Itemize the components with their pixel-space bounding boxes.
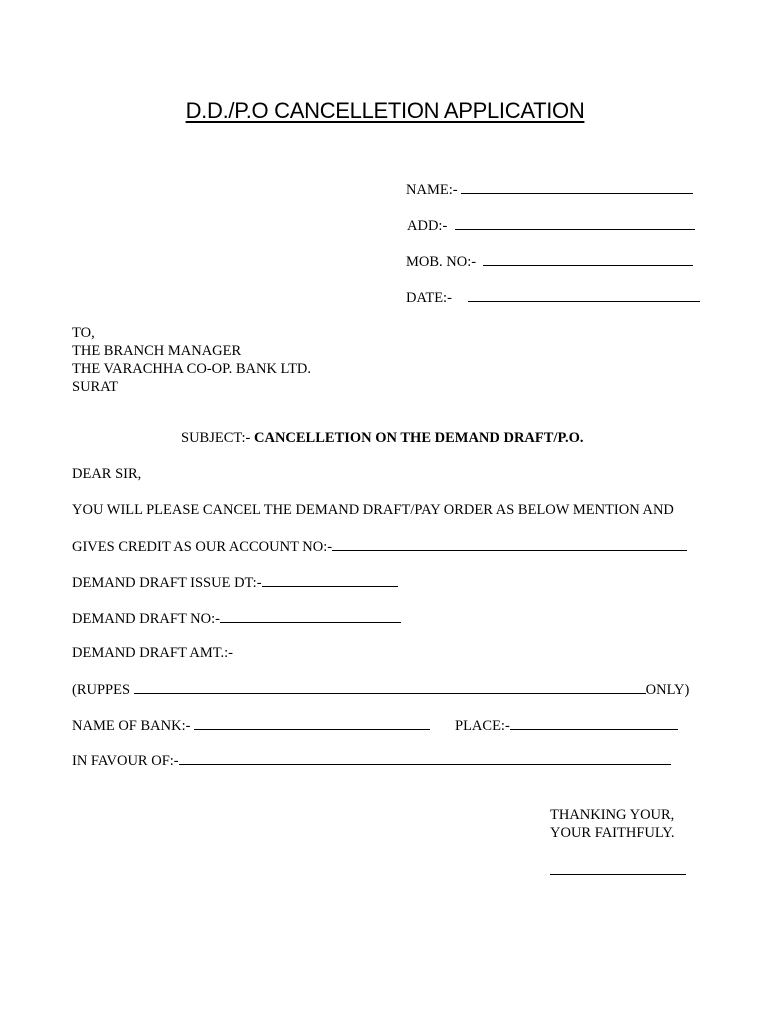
address-label: ADD:- — [407, 218, 448, 234]
account-label: GIVES CREDIT AS OUR ACCOUNT NO:- — [72, 539, 333, 555]
address-field — [407, 217, 695, 234]
rupees-field — [72, 681, 689, 698]
dd-number-blank[interactable] — [220, 610, 401, 623]
bank-label: NAME OF BANK:- — [72, 718, 191, 734]
account-blank[interactable] — [332, 538, 687, 551]
mobile-field — [406, 253, 693, 270]
issue-date-label: DEMAND DRAFT ISSUE DT:- — [72, 575, 262, 591]
name-label: NAME:- — [406, 182, 458, 198]
dd-number-label: DEMAND DRAFT NO:- — [72, 611, 220, 627]
place-label: PLACE:- — [455, 718, 510, 734]
favour-label: IN FAVOUR OF:- — [72, 753, 179, 769]
mobile-blank[interactable] — [483, 253, 693, 266]
account-field — [72, 538, 687, 555]
address-blank[interactable] — [455, 217, 695, 230]
date-label: DATE:- — [406, 290, 452, 306]
subject-text: CANCELLETION ON THE DEMAND DRAFT/P.O. — [254, 430, 584, 446]
dd-number-field — [72, 610, 401, 627]
recipient-address — [72, 324, 311, 396]
issue-date-field — [72, 574, 398, 591]
address-line: THE VARACHHA CO-OP. BANK LTD. — [72, 361, 312, 377]
address-line: THE BRANCH MANAGER — [72, 343, 242, 359]
name-blank[interactable] — [461, 181, 693, 194]
body-line: YOU WILL PLEASE CANCEL THE DEMAND DRAFT/PAY ORDER AS BELOW MENTION AND — [72, 502, 674, 518]
dd-amount-label: DEMAND DRAFT AMT.:- — [72, 645, 233, 661]
place-field — [455, 717, 678, 734]
rupees-label: (RUPPES — [72, 682, 131, 698]
rupees-suffix: ONLY) — [645, 682, 690, 698]
date-blank[interactable] — [468, 289, 700, 302]
closing-line: YOUR FAITHFULY. — [550, 825, 675, 841]
page-title: D.D./P.O CANCELLETION APPLICATION — [185, 98, 585, 123]
signature-blank[interactable] — [550, 862, 686, 875]
subject — [181, 431, 584, 446]
rupees-blank[interactable] — [134, 681, 646, 694]
bank-field — [72, 717, 430, 734]
subject-label: SUBJECT:- — [181, 430, 251, 446]
date-field — [406, 289, 700, 306]
favour-field — [72, 752, 671, 769]
name-field — [406, 181, 693, 198]
address-line: SURAT — [72, 379, 118, 395]
closing-line: THANKING YOUR, — [550, 807, 675, 823]
signature-field — [550, 862, 686, 879]
mobile-label: MOB. NO:- — [406, 254, 477, 270]
salutation: DEAR SIR, — [72, 466, 142, 482]
closing — [550, 806, 675, 842]
bank-blank[interactable] — [194, 717, 430, 730]
favour-blank[interactable] — [179, 752, 671, 765]
place-blank[interactable] — [510, 717, 678, 730]
issue-date-blank[interactable] — [262, 574, 398, 587]
address-line: TO, — [72, 325, 95, 341]
